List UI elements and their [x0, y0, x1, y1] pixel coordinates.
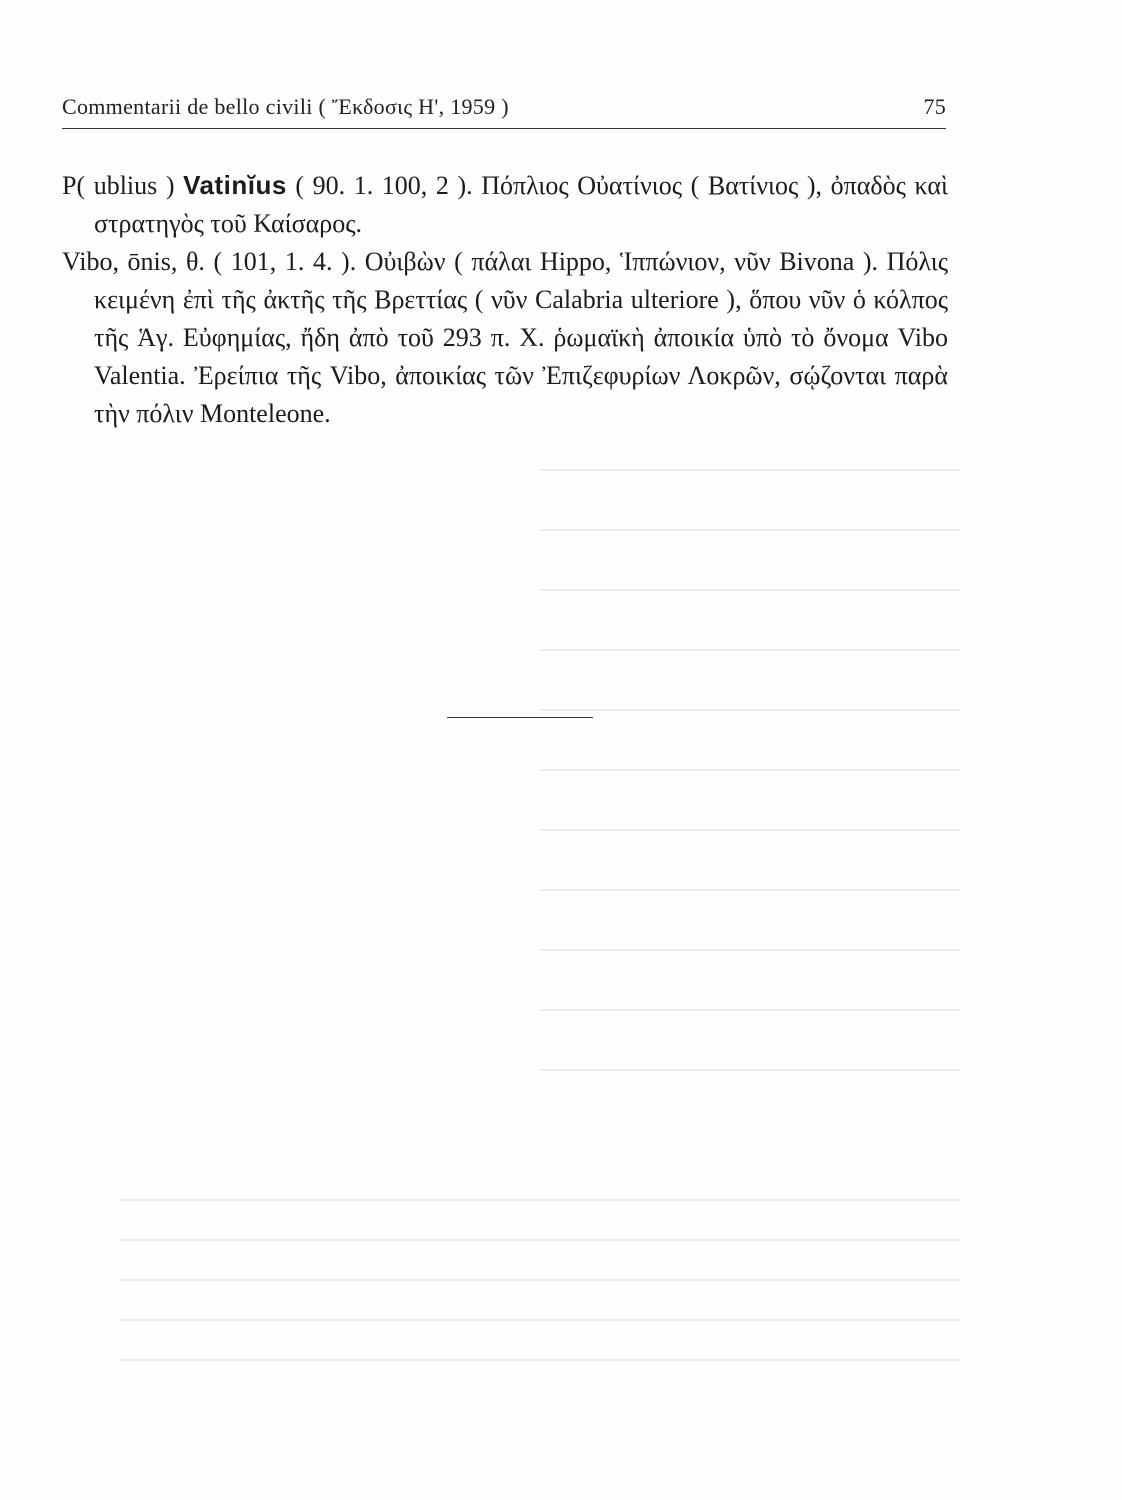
glossary-entries	[62, 166, 948, 433]
running-head-title: Commentarii de bello civili ( Ἔκδοσις Η', 1959 )	[62, 94, 509, 119]
page-number: 75	[923, 94, 946, 119]
end-rule	[447, 717, 593, 718]
header-rule	[62, 128, 946, 129]
entry-text: Vibo, ōnis, θ. ( 101, 1. 4. ). Οὐιβὼν ( πάλαι Hippo, Ἱππώνιον, νῦν Bivona ). Πόλις κειμένη ἐπὶ τῆς ἀκτῆς τῆς Βρεττίας ( νῦν Calabria ulteriore ), ὅπου νῦν ὁ κόλπος τῆς Ἁγ. Εὐφημίας, ἤδη ἀπὸ τοῦ 293 π. Χ. ῥωμαϊκὴ ἀποικία ὑπὸ τὸ ὄνομα Vibo Valentia. Ἐρείπια τῆς Vibo, ἀποικίας τῶν Ἐπιζεφυρίων Λοκρῶν, σῴζονται παρὰ τὴν πόλιν Monteleone.	[62, 247, 948, 428]
entry-text: ( 90. 1. 100, 2 ). Πόπλιος Οὐατίνιος ( Βατίνιος ), ὀπαδὸς καὶ στρατηγὸς τοῦ Καίσαρος.	[94, 171, 948, 238]
running-head	[62, 94, 946, 130]
entry-vibo	[62, 243, 948, 433]
entry-vatinius	[62, 166, 948, 243]
entry-prefix: P( ublius )	[62, 171, 184, 200]
entry-lemma: Vatinĭus	[183, 170, 287, 200]
